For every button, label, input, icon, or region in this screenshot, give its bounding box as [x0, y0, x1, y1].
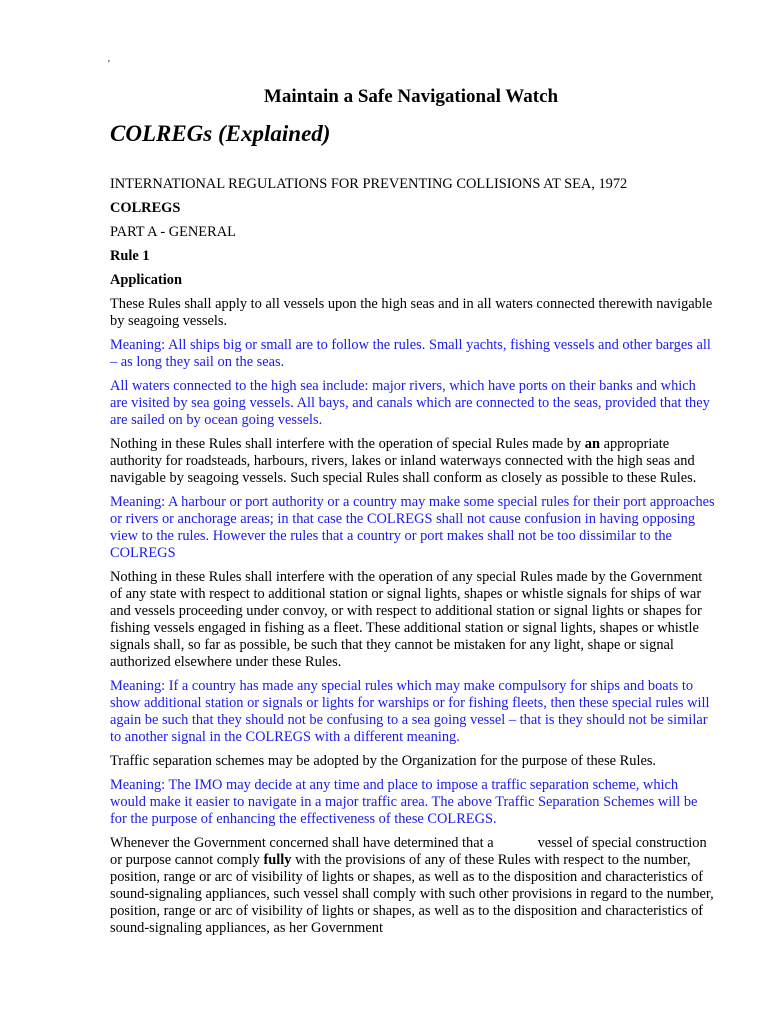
- rule-paragraph-2: [110, 436, 716, 487]
- meaning-paragraph-5: Meaning: The IMO may decide at any time and place to impose a traffic separation scheme, which would make it easier to navigate in a major traffic area. The above Traffic Separation Schemes will be for the purpose of enhancing the effectiveness of these COLREGS.: [110, 777, 698, 827]
- part-heading: PART A - GENERAL: [110, 224, 236, 240]
- rule-paragraph-2-bold: an: [584, 436, 600, 452]
- rule-paragraph-2-b: appropriate authority for roadsteads, harbours, rivers, lakes or inland waterways connected with the high seas and navigable by seagoing vessels. Such special Rules shall conform as closely as possible to these Rules.: [110, 436, 697, 486]
- meaning-paragraph-3: Meaning: A harbour or port authority or a country may make some special rules for their port approaches or rivers or anchorage areas; in that case the COLREGS shall not cause confusion in having opposing view to the rules. However the rules that a country or port makes shall not be too dissimilar to the COLREGS: [110, 494, 715, 561]
- rule-paragraph-5-a: Whenever the Government concerned shall have determined that a: [110, 835, 494, 851]
- rule-paragraph-5-bold: fully: [263, 852, 292, 868]
- meaning-paragraph-4: Meaning: If a country has made any special rules which may make compulsory for ships and boats to show additional station or signals or lights for warships or for fishing fleets, then these special rules will again be such that they should not be confusing to a sea going vessel – that is they should not be similar to another signal in the COLREGS with a different meaning.: [110, 678, 710, 745]
- rule-paragraph-5: [110, 835, 716, 937]
- rule-label: Rule 1: [110, 248, 150, 264]
- document-subtitle: COLREGs (Explained): [110, 121, 331, 146]
- rule-paragraph-2-a: Nothing in these Rules shall interfere with the operation of special Rules made by: [110, 436, 585, 452]
- colregs-label: COLREGS: [110, 200, 181, 216]
- rule-paragraph-5-b: vessel of special construction or purpose cannot comply: [110, 835, 707, 868]
- rule-title-heading: [110, 272, 716, 289]
- rule-paragraph-3: Nothing in these Rules shall interfere with the operation of any special Rules made by the Government of any state with respect to additional station or signal lights, shapes or whistle signals for ships of war and vessels proceeding under convoy, or with respect to additional station or signal lights or shapes for fishing vessels engaged in fishing as a fleet. These additional station or signal lights, shapes or whistle signals shall, so far as possible, be such that they cannot be mistaken for any light, shape or signal authorized elsewhere under these Rules.: [110, 569, 703, 670]
- rule-paragraph-1: These Rules shall apply to all vessels upon the high seas and in all waters connected therewith navigable by seagoing vessels.: [110, 296, 713, 329]
- rule-paragraph-5-c: with the provisions of any of these Rules with respect to the number, position, range or arc of visibility of lights or shapes, as well as to the disposition and characteristics of sound-signaling appliances, such vessel shall comply with such other provisions in regard to the number, position, range or arc of visibility of lights or shapes, as well as to the disposition and characteristics of sound-signaling appliances, as her Government: [110, 852, 714, 936]
- rule-paragraph-4: Traffic separation schemes may be adopted by the Organization for the purpose of these Rules.: [110, 753, 657, 769]
- meaning-paragraph-2: All waters connected to the high sea include: major rivers, which have ports on their banks and which are visited by sea going vessels. All bays, and canals which are connected to the seas, provided that they are sailed on by ocean going vessels.: [110, 378, 710, 428]
- stray-mark: ': [108, 59, 110, 70]
- document-body: [110, 176, 716, 944]
- regulations-header: INTERNATIONAL REGULATIONS FOR PREVENTING COLLISIONS AT SEA, 1972: [110, 176, 628, 192]
- rule-title: Application: [110, 272, 182, 288]
- meaning-paragraph-1: Meaning: All ships big or small are to follow the rules. Small yachts, fishing vessels and other barges all – as long they sail on the seas.: [110, 337, 711, 370]
- colregs-heading: [110, 200, 716, 217]
- document-title: Maintain a Safe Navigational Watch: [263, 86, 559, 107]
- rule-heading: [110, 248, 716, 265]
